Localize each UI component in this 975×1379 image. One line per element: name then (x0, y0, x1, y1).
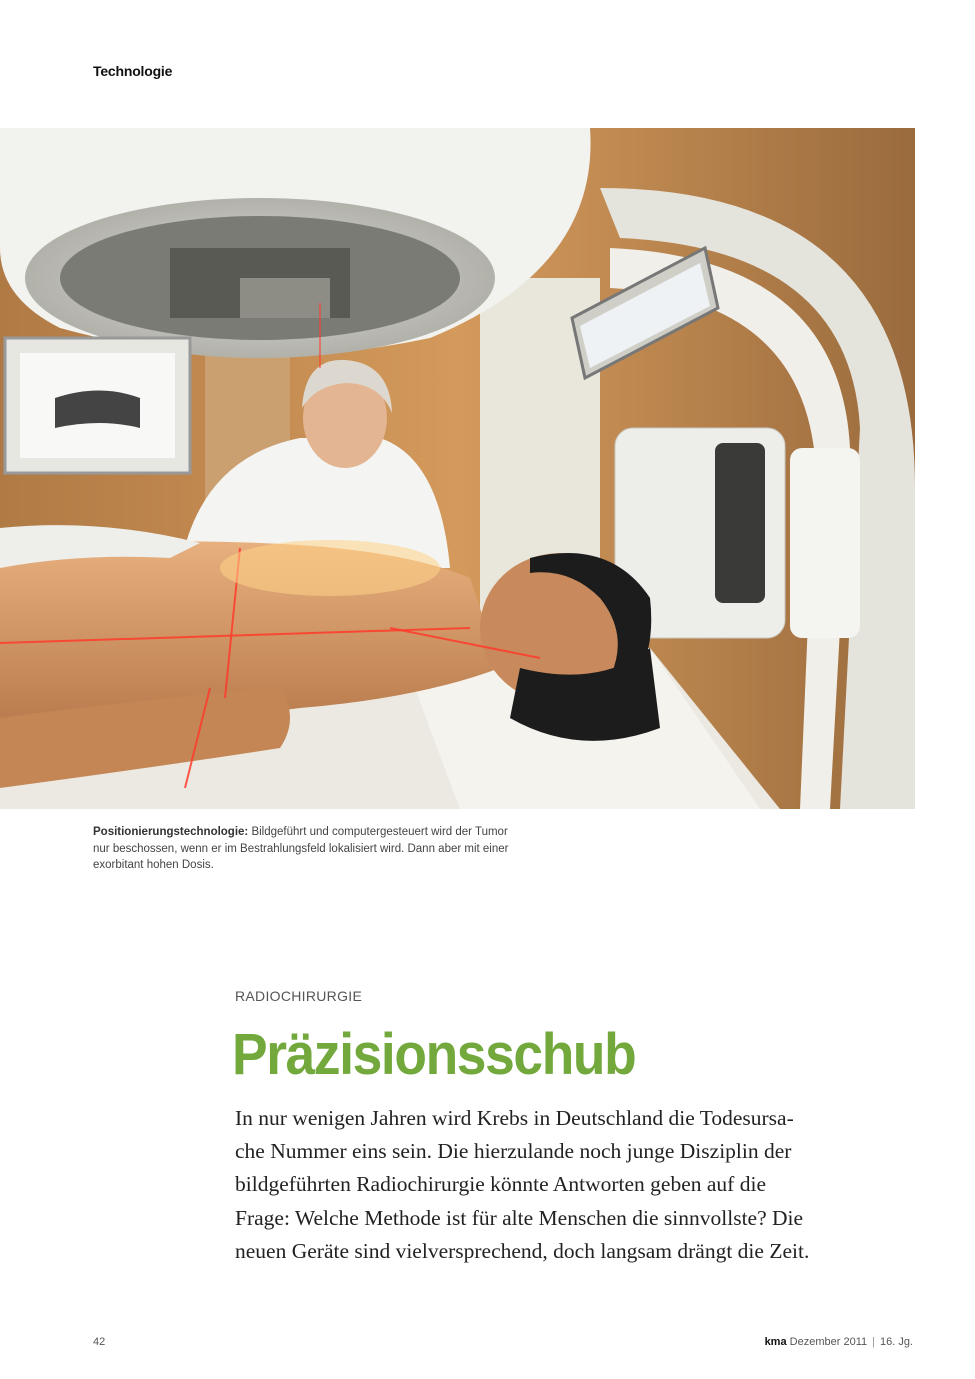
section-label: Technologie (93, 63, 173, 79)
photo-caption (93, 824, 523, 874)
footer-separator: | (872, 1336, 875, 1348)
article-kicker: RADIOCHIRURGIE (235, 988, 363, 1004)
lead-line: Frage: Welche Methode ist für alte Menschen die sinnvollste? Die (235, 1205, 804, 1230)
issue-info (765, 1336, 913, 1348)
magazine-brand: kma (764, 1336, 787, 1348)
lead-line: In nur wenigen Jahren wird Krebs in Deutschland die Todesursa- (235, 1106, 794, 1130)
lead-line: bildgeführten Radiochirurgie könnte Antworten geben auf die (235, 1172, 766, 1197)
issue-volume: 16. Jg. (879, 1336, 913, 1348)
issue-date: Dezember 2011 (789, 1336, 868, 1348)
lead-line: che Nummer eins sein. Die hierzulande noch junge Disziplin der (235, 1139, 792, 1164)
article-lead (235, 1102, 845, 1268)
page-number: 42 (93, 1336, 106, 1348)
article-photo (0, 128, 915, 809)
caption-text: Bildgeführt und computergesteuert wird der Tumor nur beschossen, wenn er im Bestrahlungsfeld lokalisiert wird. Dann aber mit einer exorbitant hohen Dosis. (93, 826, 509, 871)
article-headline: Präzisionsschub (232, 1022, 636, 1087)
radiotherapy-scene-illustration (0, 128, 915, 809)
caption-lead: Positionierungstechnologie: (93, 826, 249, 838)
lead-line: neuen Geräte sind vielversprechend, doch langsam drängt die Zeit. (235, 1238, 810, 1263)
